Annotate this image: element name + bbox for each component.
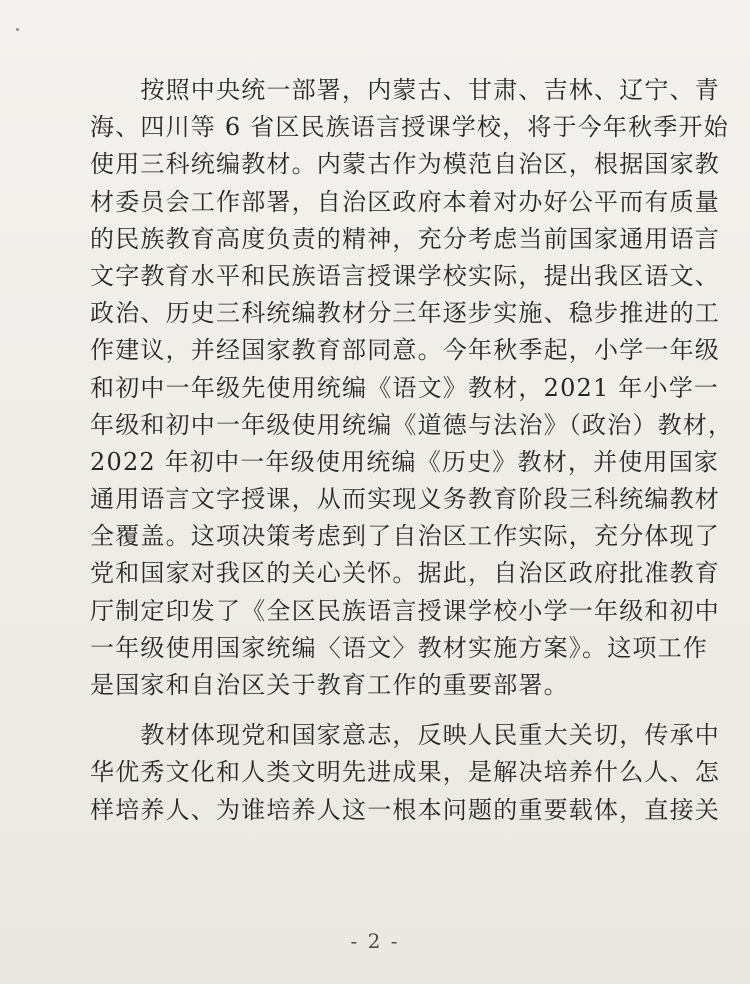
text-line: 材委员会工作部署，自治区政府本着对办好公平而有质量 xyxy=(90,187,720,216)
text-line: 海、四川等 6 省区民族语言授课学校，将于今年秋季开始 xyxy=(90,113,729,142)
text-line: 年级和初中一年级使用统编《道德与法治》（政治）教材， xyxy=(90,410,734,439)
text-line: 2022 年初中一年级使用统编《历史》教材，并使用国家 xyxy=(90,447,720,476)
text-line: 华优秀文化和人类文明先进成果，是解决培养什么人、怎 xyxy=(90,758,720,787)
body-text xyxy=(90,72,734,829)
paragraph-1 xyxy=(90,72,734,704)
text-line: 一年级使用国家统编〈语文〉教材实施方案》。这项工作 xyxy=(90,633,708,662)
text-line: 政治、历史三科统编教材分三年逐步实施、稳步推进的工 xyxy=(90,299,720,328)
text-line: 文字教育水平和民族语言授课学校实际，提出我区语文、 xyxy=(90,261,720,290)
text-line: 样培养人、为谁培养人这一根本问题的重要载体，直接关 xyxy=(90,795,720,824)
text-line: 使用三科统编教材。内蒙古作为模范自治区，根据国家教 xyxy=(90,150,720,179)
text-line: 的民族教育高度负责的精神，充分考虑当前国家通用语言 xyxy=(90,224,720,253)
scan-speck xyxy=(16,28,19,31)
page-number: - 2 - xyxy=(350,929,400,953)
text-line: 按照中央统一部署，内蒙古、甘肃、吉林、辽宁、青 xyxy=(90,76,720,104)
paragraph-2 xyxy=(90,717,720,829)
text-line: 和初中一年级先使用统编《语文》教材，2021 年小学一 xyxy=(90,373,720,402)
text-line: 作建议，并经国家教育部同意。今年秋季起，小学一年级 xyxy=(90,336,720,365)
text-line: 全覆盖。这项决策考虑到了自治区工作实际，充分体现了 xyxy=(90,522,720,551)
text-line: 党和国家对我区的关心关怀。据此，自治区政府批准教育 xyxy=(90,559,720,588)
text-line: 教材体现党和国家意志，反映人民重大关切，传承中 xyxy=(90,721,720,750)
paragraph-gap xyxy=(90,704,670,717)
text-line: 是国家和自治区关于教育工作的重要部署。 xyxy=(90,671,569,699)
text-line: 厅制定印发了《全区民族语言授课学校小学一年级和初中 xyxy=(90,596,720,625)
text-line: 通用语言文字授课，从而实现义务教育阶段三科统编教材 xyxy=(90,485,720,514)
